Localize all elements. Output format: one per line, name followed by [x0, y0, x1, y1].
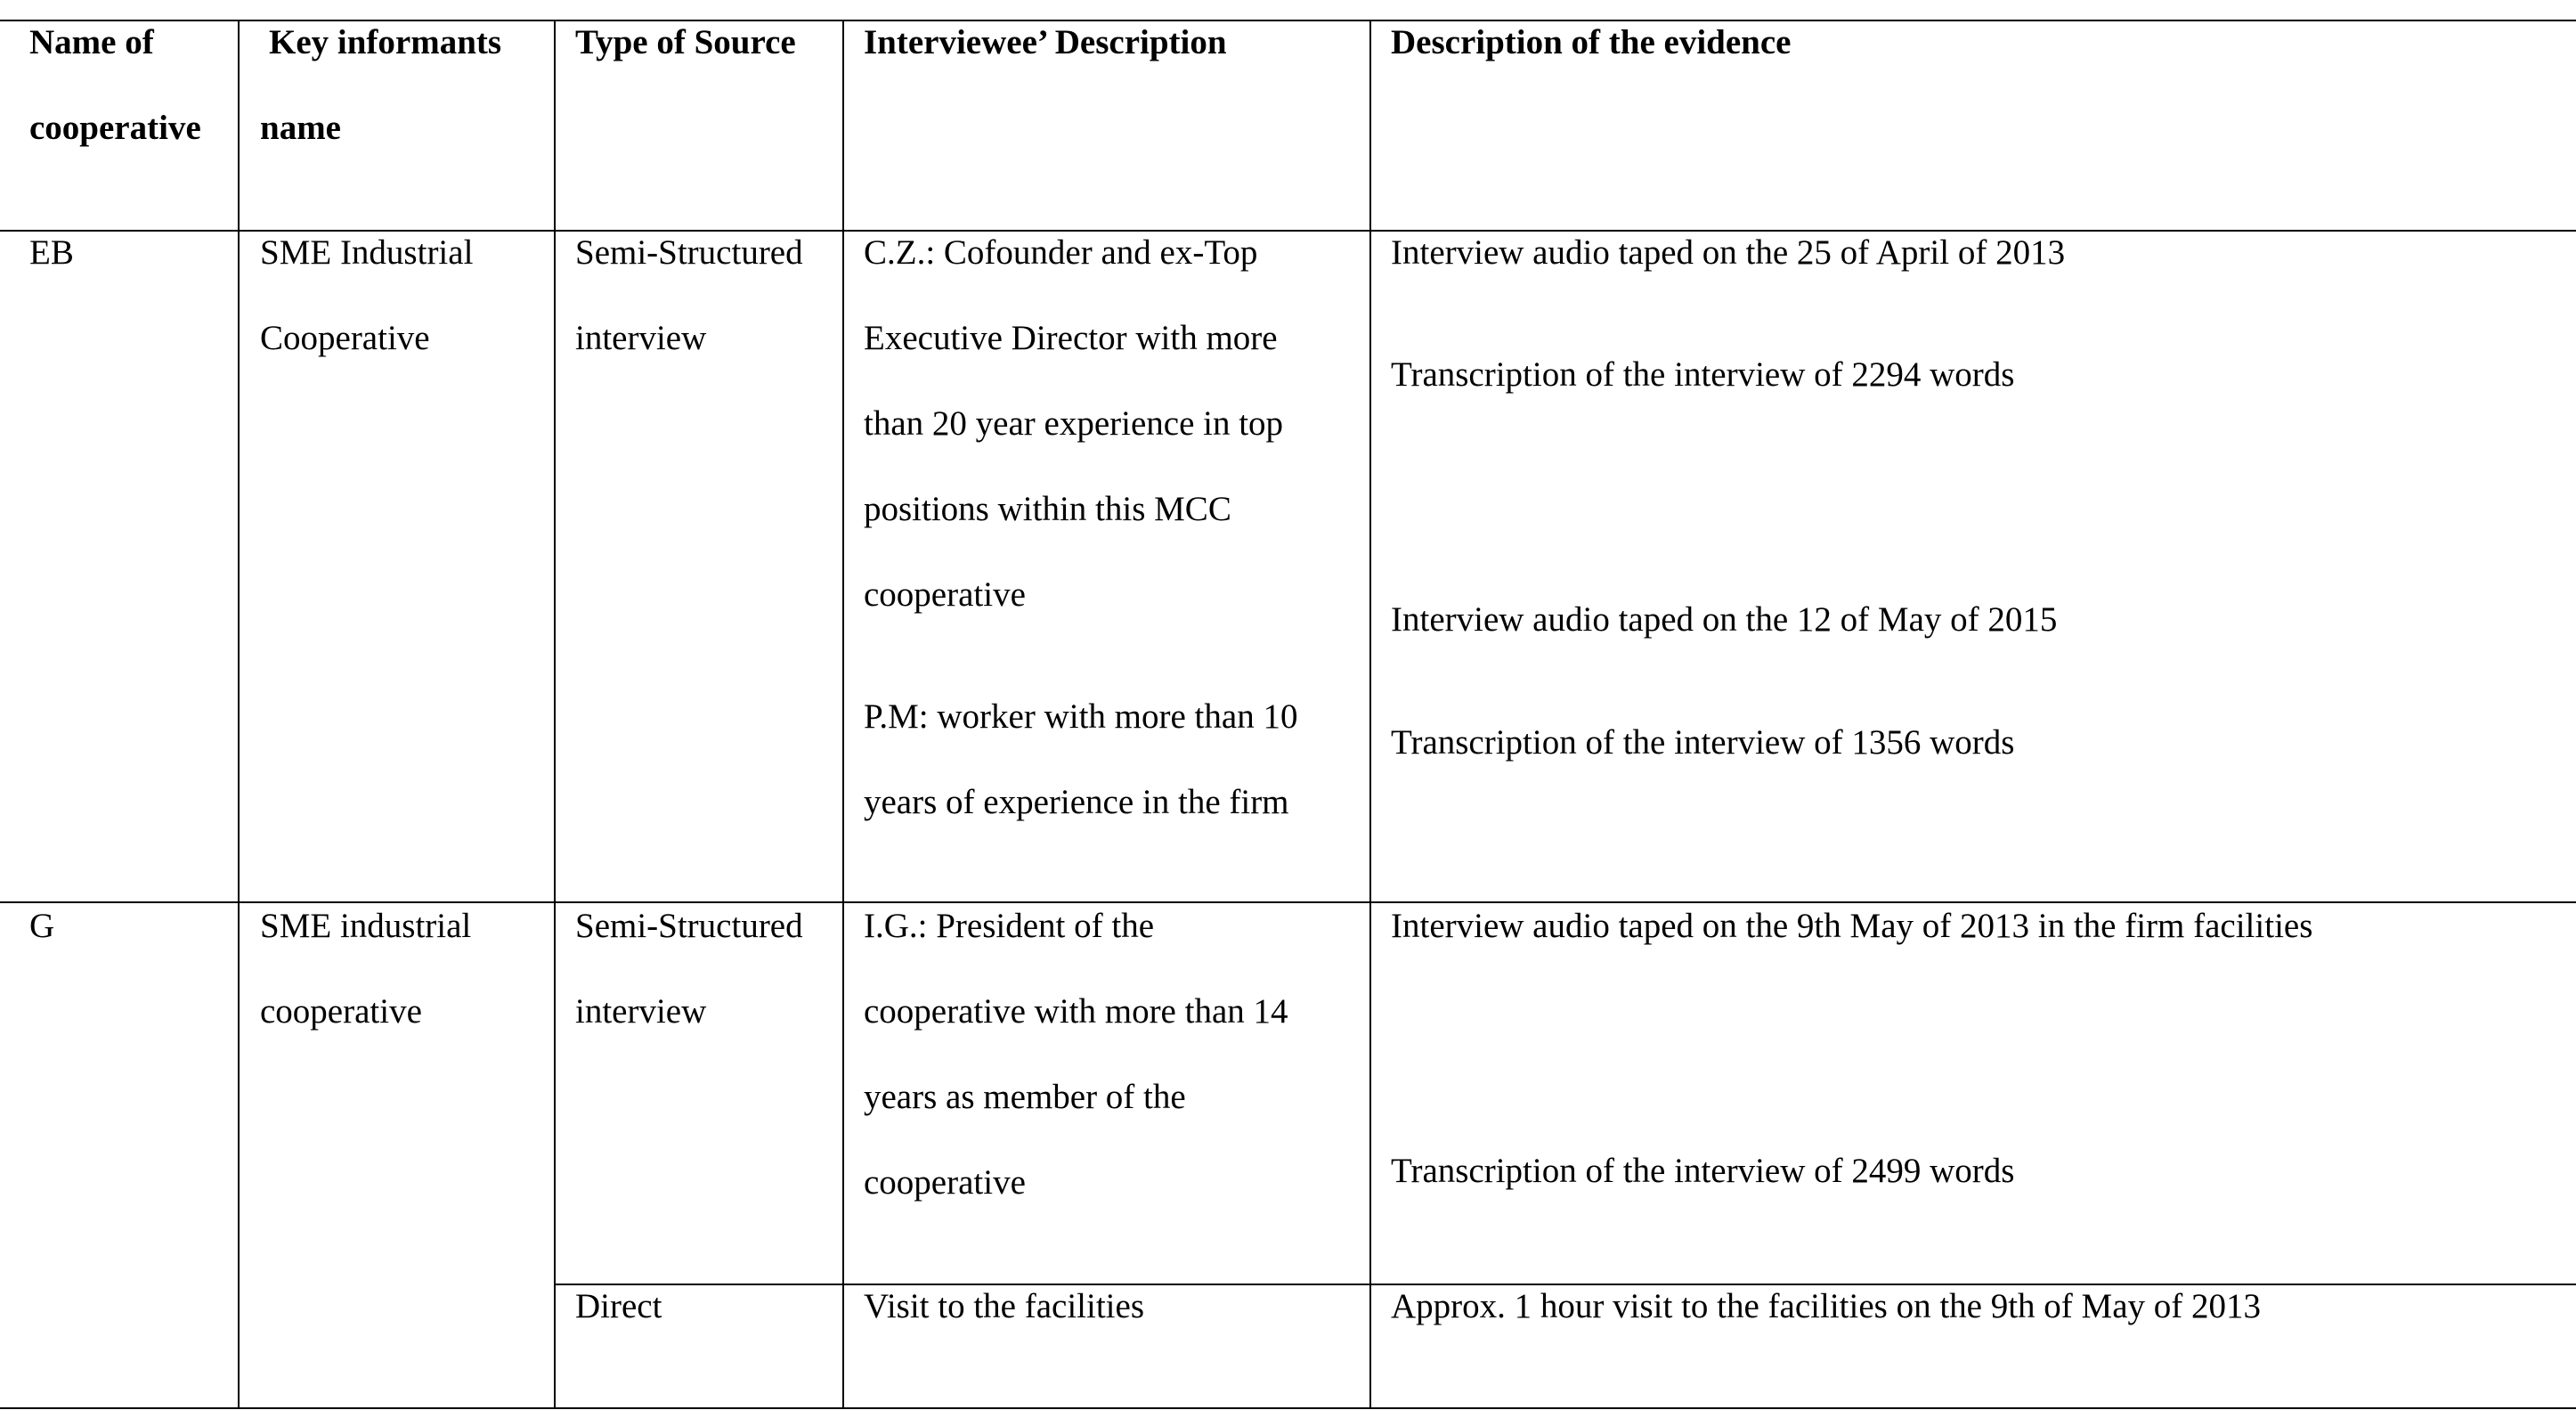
row-g-evidence-1: Interview audio taped on the 9th May of 2013 in the firm facilities: [1391, 907, 2313, 945]
row-eb-interviewee-cz: [864, 210, 1283, 638]
row-eb-interviewee-cz-line4: positions within this MCC: [864, 490, 1231, 528]
row-g-interviewee-line3: years as member of the: [864, 1078, 1186, 1116]
column-divider-2: [554, 20, 556, 1409]
row-g-interviewee: [864, 884, 1288, 1226]
row-g-evidence-2: Transcription of the interview of 2499 words: [1391, 1152, 2015, 1190]
row-eb-interviewee-pm-line1: P.M: worker with more than 10: [864, 697, 1298, 736]
header-informants-line2: name: [260, 109, 341, 147]
header-informants: [260, 0, 501, 171]
row-eb-interviewee-pm: [864, 674, 1297, 845]
row-eb-informant: [260, 210, 473, 381]
row-eb-source-line1: Semi-Structured: [575, 233, 803, 272]
header-interviewee: Interviewee’ Description: [864, 23, 1227, 61]
row-eb-source: [575, 210, 803, 381]
column-divider-3: [842, 20, 844, 1409]
row-eb-evidence-3: Interview audio taped on the 12 of May of 2015: [1391, 600, 2058, 639]
row-g-source-line1: Semi-Structured: [575, 907, 803, 945]
row-direct-source: Direct: [575, 1287, 662, 1325]
row-g-informant: [260, 884, 471, 1055]
table-bottom-border: [0, 1407, 2576, 1409]
row-g-source-line2: interview: [575, 992, 707, 1031]
row-eb-informant-line2: Cooperative: [260, 319, 430, 357]
row-g-source: [575, 884, 803, 1055]
row-eb-interviewee-cz-line1: C.Z.: Cofounder and ex-Top: [864, 233, 1258, 272]
row-eb-evidence-1: Interview audio taped on the 25 of April of 2013: [1391, 233, 2066, 272]
row-g-informant-line1: SME industrial: [260, 907, 472, 945]
header-evidence: Description of the evidence: [1391, 23, 1792, 61]
row-eb-evidence-4: Transcription of the interview of 1356 words: [1391, 723, 2015, 762]
row-g-interviewee-line4: cooperative: [864, 1163, 1026, 1202]
row-eb-cooperative: EB: [29, 233, 74, 272]
row-g-informant-line2: cooperative: [260, 992, 422, 1031]
row-g-cooperative: G: [29, 907, 55, 945]
row-eb-source-line2: interview: [575, 319, 707, 357]
header-source: Type of Source: [575, 23, 796, 61]
column-divider-1: [238, 20, 240, 1409]
row-eb-interviewee-cz-line5: cooperative: [864, 575, 1026, 614]
row-direct-evidence: Approx. 1 hour visit to the facilities on the 9th of May of 2013: [1391, 1287, 2262, 1325]
row-g-interviewee-line1: I.G.: President of the: [864, 907, 1155, 945]
row-eb-interviewee-pm-line2: years of experience in the firm: [864, 783, 1289, 821]
row-eb-interviewee-cz-line2: Executive Director with more: [864, 319, 1278, 357]
header-informants-line1: Key informants: [269, 23, 502, 61]
row-eb-informant-line1: SME Industrial: [260, 233, 474, 272]
header-cooperative-line1: Name of: [29, 23, 154, 61]
column-divider-4: [1369, 20, 1371, 1409]
header-cooperative-line2: cooperative: [29, 109, 201, 147]
row-eb-interviewee-cz-line3: than 20 year experience in top: [864, 404, 1284, 443]
row-eb-evidence-2: Transcription of the interview of 2294 words: [1391, 355, 2015, 394]
row-g-interviewee-line2: cooperative with more than 14: [864, 992, 1288, 1031]
row-direct-interviewee: Visit to the facilities: [864, 1287, 1145, 1325]
header-cooperative: [29, 0, 201, 171]
